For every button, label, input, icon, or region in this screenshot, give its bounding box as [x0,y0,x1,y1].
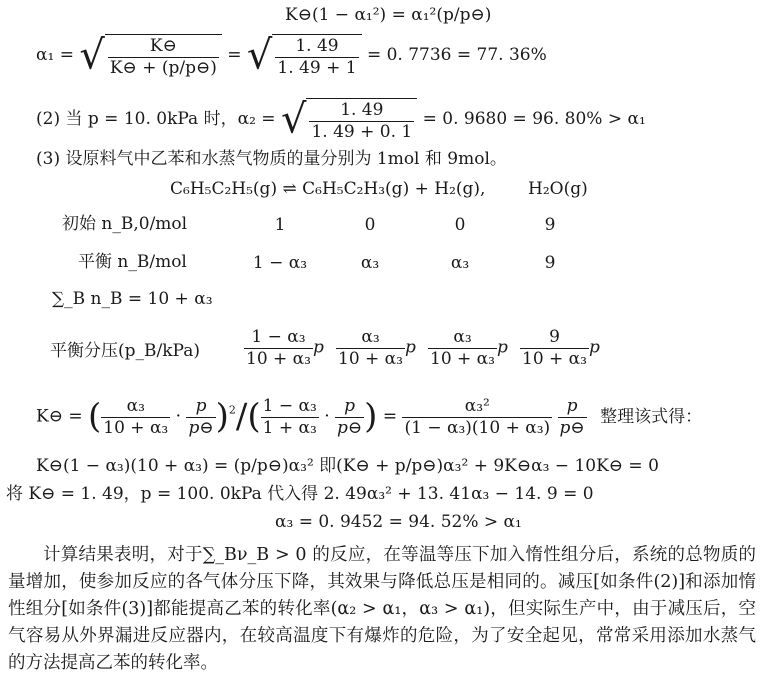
alpha1-num1: K⊖ [108,37,219,58]
row-equilibrium-label: 平衡 n_B/mol [78,252,187,272]
condition-3-text: (3) 设原料气中乙苯和水蒸气物质的量分别为 1mol 和 9mol。 [36,149,507,169]
equation-k-substituted: 将 K⊖ = 1. 49，p = 100. 0kPa 代入得 2. 49α₃² + 13. 41α₃ − 14. 9 = 0 [6,484,594,504]
pp-fraction-3: $\frac{\text{α₃}}{\text{10 + α₃}}$ p [430,327,508,369]
row-initial-c1: 1 [274,215,286,235]
alpha1-num2: 1. 49 [275,37,358,58]
row-initial-label: 初始 n_B,0/mol [62,214,188,234]
row-initial-c2: 0 [364,215,376,235]
pp-fraction-2: $\frac{\text{α₃}}{\text{10 + α₃}}$ p [338,327,416,369]
sum-equation: ∑_B n_B = 10 + α₃ [52,289,213,309]
alpha2-num: 1. 49 [309,101,414,122]
k-note: 整理该式得： [600,406,703,427]
equation-k-expression: K⊖ = ( $\frac{\text{α₃}}{\text{10 + α₃}}$ · $\frac{p}{p⊖}$ )$^2$/( $\frac{\text{1 − α₃}}{\text{1 + α₃}}$ · $\frac{p}{p⊖}$ ) = $\frac{\text{α₃²}}{\text{(1 − α₃)(10 + α₃)}}$ $\frac{p}{p⊖}$ 整理该式得： [36,396,703,438]
water-species: H₂O(g) [528,179,588,199]
alpha1-result: = 0. 7736 = 77. 36% [366,45,547,66]
alpha2-result: = 0. 9680 = 96. 80% > α₁ [422,109,646,130]
row-initial-c3: 0 [454,215,466,235]
alpha1-den2: 1. 49 + 1 [277,57,357,78]
equation-alpha1: α₁ = √ $\frac{K⊖}{K⊖ + (p/p⊖)}$ = √ $\frac{1. 49}{1. 49 + 1}$ = 0. 7736 = 77. 36% [36,32,547,79]
row-equilibrium-c4: 9 [544,253,556,273]
alpha2-den: 1. 49 + 0. 1 [311,121,413,142]
partial-pressure-label: 平衡分压(p_B/kPa) [50,341,200,361]
alpha1-lhs: α₁ = [36,45,74,66]
equation-k-rearranged: K⊖(1 − α₃)(10 + α₃) = (p/p⊖)α₃² 即(K⊖ + p/p⊖)α₃² + 9K⊖α₃ − 10K⊖ = 0 [36,456,659,476]
reaction-equation: C₆H₅C₂H₅(g) ⇌ C₆H₅C₂H₃(g) + H₂(g), [170,179,486,199]
equation-alpha2: (2) 当 p = 10. 0kPa 时，α₂ = √ $\frac{1. 49}{1. 49 + 0. 1}$ = 0. 9680 = 96. 80% > α₁ [36,96,646,143]
row-equilibrium-c2: α₃ [360,253,380,273]
row-initial-c4: 9 [544,215,556,235]
row-equilibrium-c1: 1 − α₃ [252,253,308,273]
row-equilibrium-c3: α₃ [450,253,470,273]
pp-fraction-4: $\frac{9}{\text{10 + α₃}}$ p [522,327,600,369]
alpha2-condition: (2) 当 p = 10. 0kPa 时，α₂ = [36,109,276,130]
alpha1-den1: K⊖ + (p/p⊖) [109,57,217,78]
equation-alpha3-result: α₃ = 0. 9452 = 94. 52% > α₁ [275,512,522,532]
pp-fraction-1: $\frac{\text{1 − α₃}}{\text{10 + α₃}}$ p [246,327,324,369]
equation-k-alpha1: K⊖(1 − α₁²) = α₁²(p/p⊖) [285,5,492,25]
conclusion-paragraph: 计算结果表明，对于∑_Bν_B > 0 的反应，在等温等压下加入惰性组分后，系统的总物质的量增加，使参加反应的各气体分压下降，其效果与降低总压是相同的。减压[如条件(2)]和添加惰性组分[如条件(3)]都能提高乙苯的转化率(α₂ > α₁，α₃ > α₁)，但实际生产中，由于减压后，空气容易从外界漏进反应器内，在较高温度下有爆炸的危险，为了安全起见，常常采用添加水蒸气的方法提高乙苯的转化率。 [8,545,756,673]
